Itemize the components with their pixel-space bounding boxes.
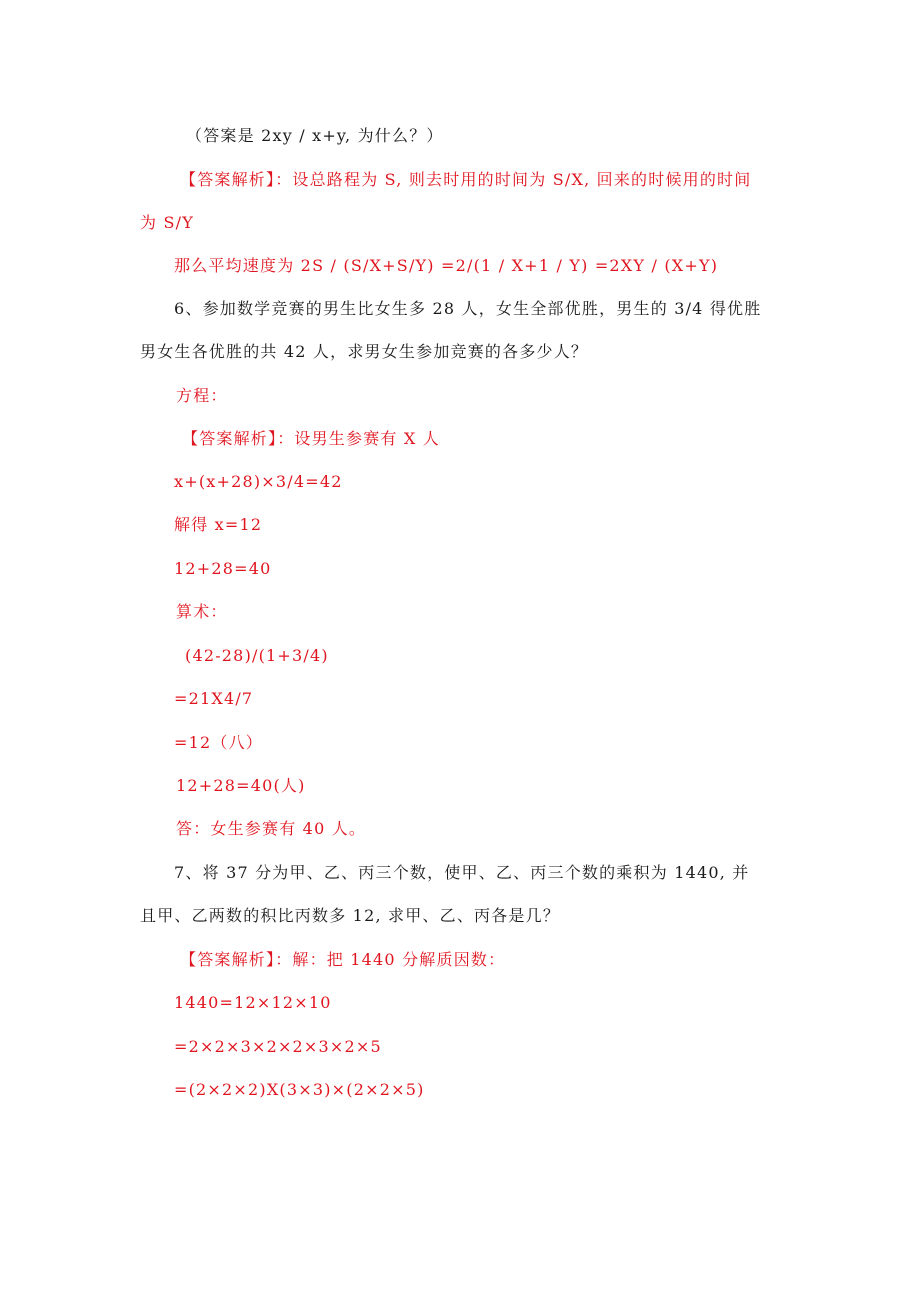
question-6-line-2: 男女生各优胜的共 42 人，求男女生参加竞赛的各多少人？: [140, 342, 589, 361]
answer-analysis-formula: 那么平均速度为 2S / (S/X+S/Y) =2/(1 / X+1 / Y) =2XY / (X+Y): [174, 256, 719, 275]
question-7-line-2: 且甲、乙两数的积比丙数多 12, 求甲、乙、丙各是几？: [140, 906, 561, 925]
note-answer-question: （答案是 2xy / x+y, 为什么？）: [186, 126, 444, 145]
question-7-line-1: 7、将 37 分为甲、乙、丙三个数，使甲、乙、丙三个数的乘积为 1440, 并: [174, 863, 750, 882]
arithmetic-line-3: =12（八）: [174, 733, 263, 752]
answer-analysis-q7: 【答案解析】：解：把 1440 分解质因数：: [180, 950, 506, 969]
arithmetic-line-1: (42-28)/(1+3/4): [185, 646, 329, 665]
factorization-line-2: =2×2×3×2×2×3×2×5: [174, 1037, 382, 1056]
method-equation-label: 方程：: [176, 386, 228, 405]
arithmetic-line-4: 12+28=40(人): [176, 776, 306, 795]
method-arithmetic-label: 算术：: [176, 602, 228, 621]
answer-analysis-line-2: 为 S/Y: [140, 213, 195, 232]
factorization-line-1: 1440=12×12×10: [174, 993, 332, 1012]
arithmetic-line-2: =21X4/7: [174, 689, 254, 708]
solution-line: 解得 x=12: [174, 515, 263, 534]
answer-analysis-q6: 【答案解析】：设男生参赛有 X 人: [182, 429, 440, 448]
equation-line: x+(x+28)×3/4=42: [174, 472, 343, 491]
answer-analysis-line-1: 【答案解析】：设总路程为 S, 则去时用的时间为 S/X, 回来的时候用的时间: [180, 170, 752, 189]
question-6-line-1: 6、参加数学竞赛的男生比女生多 28 人，女生全部优胜，男生的 3/4 得优胜: [174, 299, 762, 318]
final-answer-q6: 答：女生参赛有 40 人。: [176, 819, 367, 838]
boys-count-line: 12+28=40: [174, 559, 272, 578]
factorization-line-3: =(2×2×2)X(3×3)×(2×2×5): [174, 1080, 425, 1099]
